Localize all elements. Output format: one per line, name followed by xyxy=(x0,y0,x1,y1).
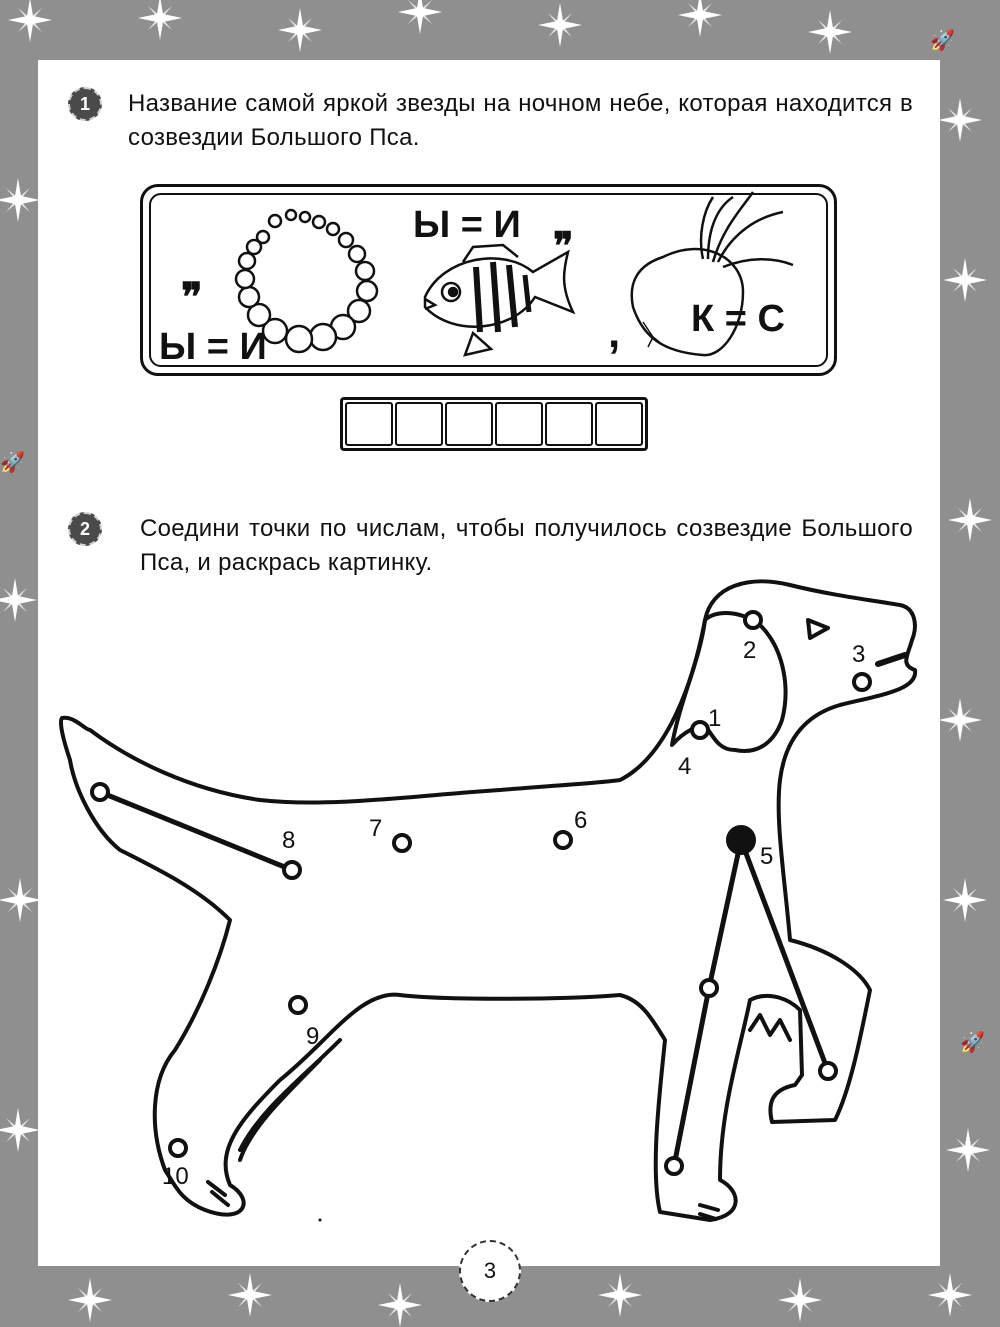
dot-label-1: 1 xyxy=(708,705,722,732)
dot-label-9: 9 xyxy=(306,1023,320,1050)
rocket-icon: 🚀 xyxy=(960,1032,985,1054)
dot-back-paw xyxy=(820,1063,836,1079)
dot-label-4: 4 xyxy=(678,753,692,780)
task-number-badge: 2 xyxy=(68,512,102,546)
dot-label-5: 5 xyxy=(760,843,774,870)
dot-10 xyxy=(170,1140,186,1156)
left-quotes: ❞ xyxy=(181,276,203,320)
dot-tail xyxy=(92,784,108,800)
dot-label-6: 6 xyxy=(574,807,588,834)
fish-quotes: ❞ xyxy=(553,226,574,268)
constellation-dots xyxy=(92,612,870,1174)
dot-1 xyxy=(692,722,708,738)
dot-2 xyxy=(745,612,761,628)
dog-outline xyxy=(61,581,915,1220)
dot-label-8: 8 xyxy=(282,827,296,854)
dot-front-paw xyxy=(666,1158,682,1174)
left-clue: Ы = И xyxy=(159,326,267,368)
rocket-icon: 🚀 xyxy=(930,30,955,52)
dot-6 xyxy=(555,832,571,848)
dot-8 xyxy=(284,862,300,878)
page-number: 3 xyxy=(459,1240,521,1302)
dot-7 xyxy=(394,835,410,851)
dot-label-2: 2 xyxy=(743,637,757,664)
dot-9 xyxy=(290,997,306,1013)
right-clue: К = С xyxy=(691,298,785,340)
dot-label-10: 10 xyxy=(162,1163,189,1190)
dot-label-3: 3 xyxy=(852,641,866,668)
rocket-icon: 🚀 xyxy=(0,452,25,474)
fish-clue: Ы = И xyxy=(413,204,521,246)
task-number-badge: 1 xyxy=(68,87,102,121)
right-comma: , xyxy=(608,308,621,357)
dot-leg-mid xyxy=(701,980,717,996)
dot-label-7: 7 xyxy=(369,815,383,842)
dot-5 xyxy=(728,827,754,853)
task-1-text: Название самой яркой звезды на ночном небе, которая находится в созвездии Большого Пса. xyxy=(128,90,913,151)
dot-3 xyxy=(854,674,870,690)
dot-labels xyxy=(162,637,865,1190)
task-2-text: Соедини точки по числам, чтобы получилось созвездие Большого Пса, и раскрась картинку. xyxy=(140,515,913,576)
